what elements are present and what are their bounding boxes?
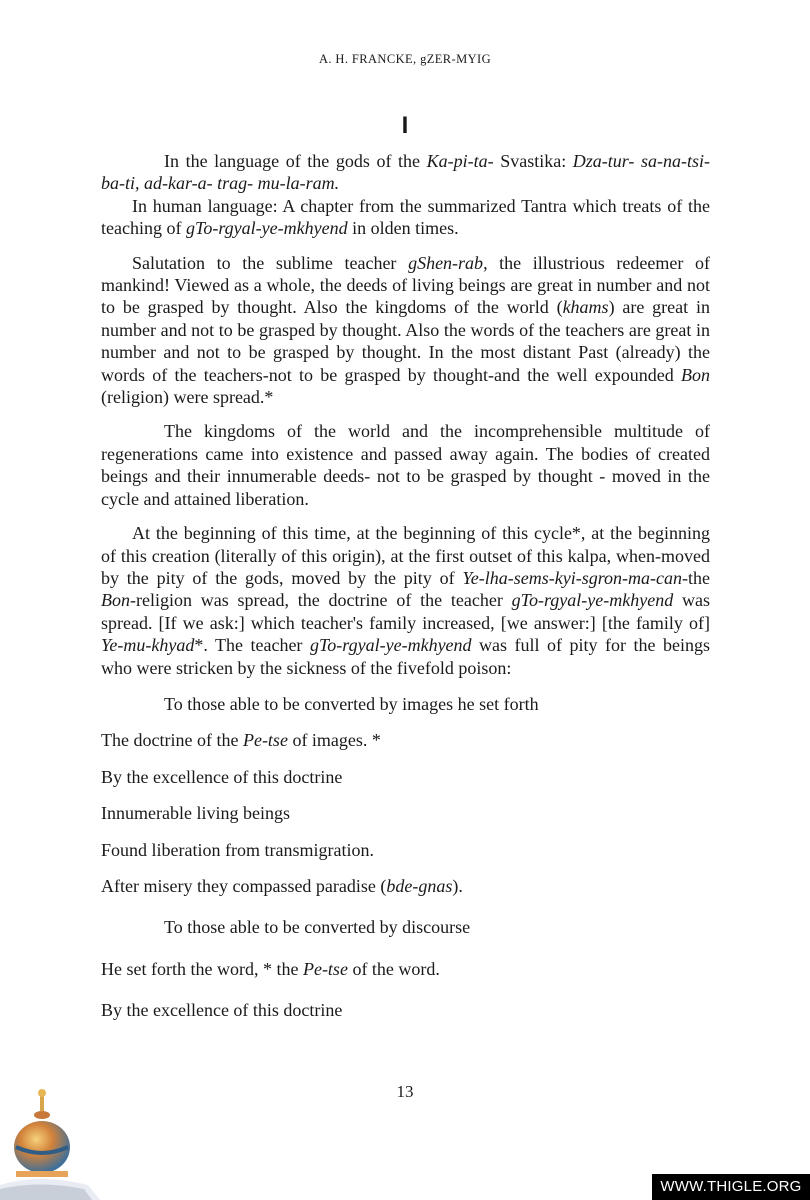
verse-line: Innumerable living beings bbox=[101, 803, 290, 824]
paragraph-beginning: At the beginning of this time, at the beginning of this cycle*, at the beginning of this creation (literally of this origin), at the first outset of this kalpa, when-moved by the pity of the gods, moved by the pity of Ye-lha-sems-kyi-sgron-ma-can-the Bon-religion was spread, the doctrine of the teacher gTo-rgyal-ye-mkhyend was spread. [If we ask:] which teacher's family increased, [we answer:] [the family of] Ye-mu-khyad*. The teacher gTo-rgyal-ye-mkhyend was full of pity for the beings who were stricken by the sickness of the fivefold poison: bbox=[101, 523, 710, 678]
watermark: WWW.THIGLE.ORG bbox=[652, 1174, 810, 1200]
paragraph-salutation: Salutation to the sublime teacher gShen-rab, the illustrious redeemer of mankind! Viewed as a whole, the deeds of living beings are great in number and not to be grasped by thought. Also the kingdoms of the world (khams) are great in number and not to be grasped by thought. Also the words of the teachers are great in number and not to be grasped by thought. In the most distant Past (already) the words of the teachers-not to be grasped by thought-and the well expounded Bon (religion) were spread.* bbox=[101, 252, 710, 408]
verse-line: After misery they compassed paradise (bde-gnas). bbox=[101, 875, 463, 896]
running-header: A. H. FRANCKE, gZER-MYIG bbox=[318, 52, 492, 66]
verse-line: By the excellence of this doctrine bbox=[101, 1000, 343, 1021]
chapter-number: I bbox=[401, 112, 409, 139]
verse-line: To those able to be converted by discourse bbox=[164, 917, 471, 938]
verse-line: He set forth the word, * the Pe-tse of the word. bbox=[101, 958, 440, 979]
paragraph-kingdoms: The kingdoms of the world and the incomprehensible multitude of regenerations came into existence and passed away again. The bodies of created beings and their innumerable deeds- not to be grasped by thought - moved in the cycle and attained liberation. bbox=[101, 421, 710, 509]
page-body bbox=[101, 150, 710, 1022]
verse-line: To those able to be converted by images he set forth bbox=[164, 693, 539, 714]
paragraph-human-language: In human language: A chapter from the summarized Tantra which treats of the teaching of gTo-rgyal-ye-mkhyend in olden times. bbox=[101, 195, 710, 239]
verse-line: The doctrine of the Pe-tse of images. * bbox=[101, 730, 381, 751]
verse-line: By the excellence of this doctrine bbox=[101, 766, 343, 787]
paragraph-gods-language: In the language of the gods of the Ka-pi-ta- Svastika: Dza-tur- sa-na-tsi-ba-ti, ad-kar-a- trag- mu-la-ram. bbox=[101, 151, 710, 194]
page-number: 13 bbox=[396, 1082, 414, 1101]
stupa-ornament-icon bbox=[0, 1085, 100, 1200]
verse-line: Found liberation from transmigration. bbox=[101, 839, 374, 860]
